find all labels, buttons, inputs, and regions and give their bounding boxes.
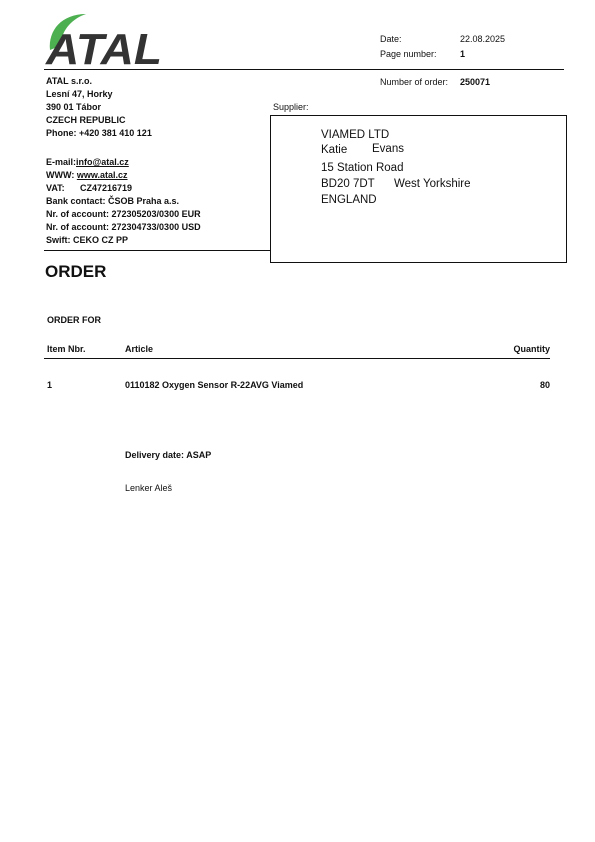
email-link[interactable]: info@atal.cz [76,157,129,167]
supplier-country: ENGLAND [321,194,377,206]
supplier-first-name: Katie [321,144,348,156]
row-quantity: 80 [539,380,550,390]
atal-logo [44,10,166,68]
col-header-article: Article [125,344,154,354]
email-label: E-mail: [46,157,77,167]
page-number-value: 1 [460,49,466,59]
col-header-quantity: Quantity [513,344,550,354]
date-value: 22.08.2025 [460,34,506,44]
company-divider [44,250,270,251]
company-street: Lesní 47, Horky [46,89,113,99]
www-label: WWW: [46,170,75,180]
company-country: CZECH REPUBLIC [46,115,126,125]
company-city: 390 01 Tábor [46,102,102,112]
vat-value: CZ47216719 [80,183,133,193]
supplier-region: West Yorkshire [394,178,471,190]
vat-label: VAT: [46,183,65,193]
company-swift: Swift: CEKO CZ PP [46,235,129,245]
supplier-name: VIAMED LTD [321,129,390,141]
company-name: ATAL s.r.o. [46,76,93,86]
header-divider [44,69,564,70]
company-bank: Bank contact: ČSOB Praha a.s. [46,196,180,206]
company-phone: Phone: +420 381 410 121 [46,128,152,138]
order-number-value: 250071 [460,77,491,87]
col-header-item: Item Nbr. [47,344,86,354]
order-for-label: ORDER FOR [47,315,101,325]
row-article: 0110182 Oxygen Sensor R-22AVG Viamed [125,380,304,390]
supplier-street: 15 Station Road [321,162,404,174]
page-number-label: Page number: [380,49,437,59]
signature-name: Lenker Aleš [125,483,173,493]
company-email-row [46,157,129,167]
logo-text: ATAL [44,25,162,68]
row-item: 1 [47,380,53,390]
supplier-postcode: BD20 7DT [321,178,375,190]
date-label: Date: [380,34,402,44]
company-account-eur: Nr. of account: 272305203/0300 EUR [46,209,201,219]
company-www-row [46,170,128,180]
supplier-label: Supplier: [273,102,309,112]
table-header-divider [44,358,550,359]
company-vat-row [46,183,132,193]
order-number-label: Number of order: [380,77,449,87]
company-account-usd: Nr. of account: 272304733/0300 USD [46,222,201,232]
www-link[interactable]: www.atal.cz [76,170,128,180]
supplier-last-name: Evans [372,143,404,155]
page-title: ORDER [45,262,107,281]
delivery-date: Delivery date: ASAP [125,450,212,460]
